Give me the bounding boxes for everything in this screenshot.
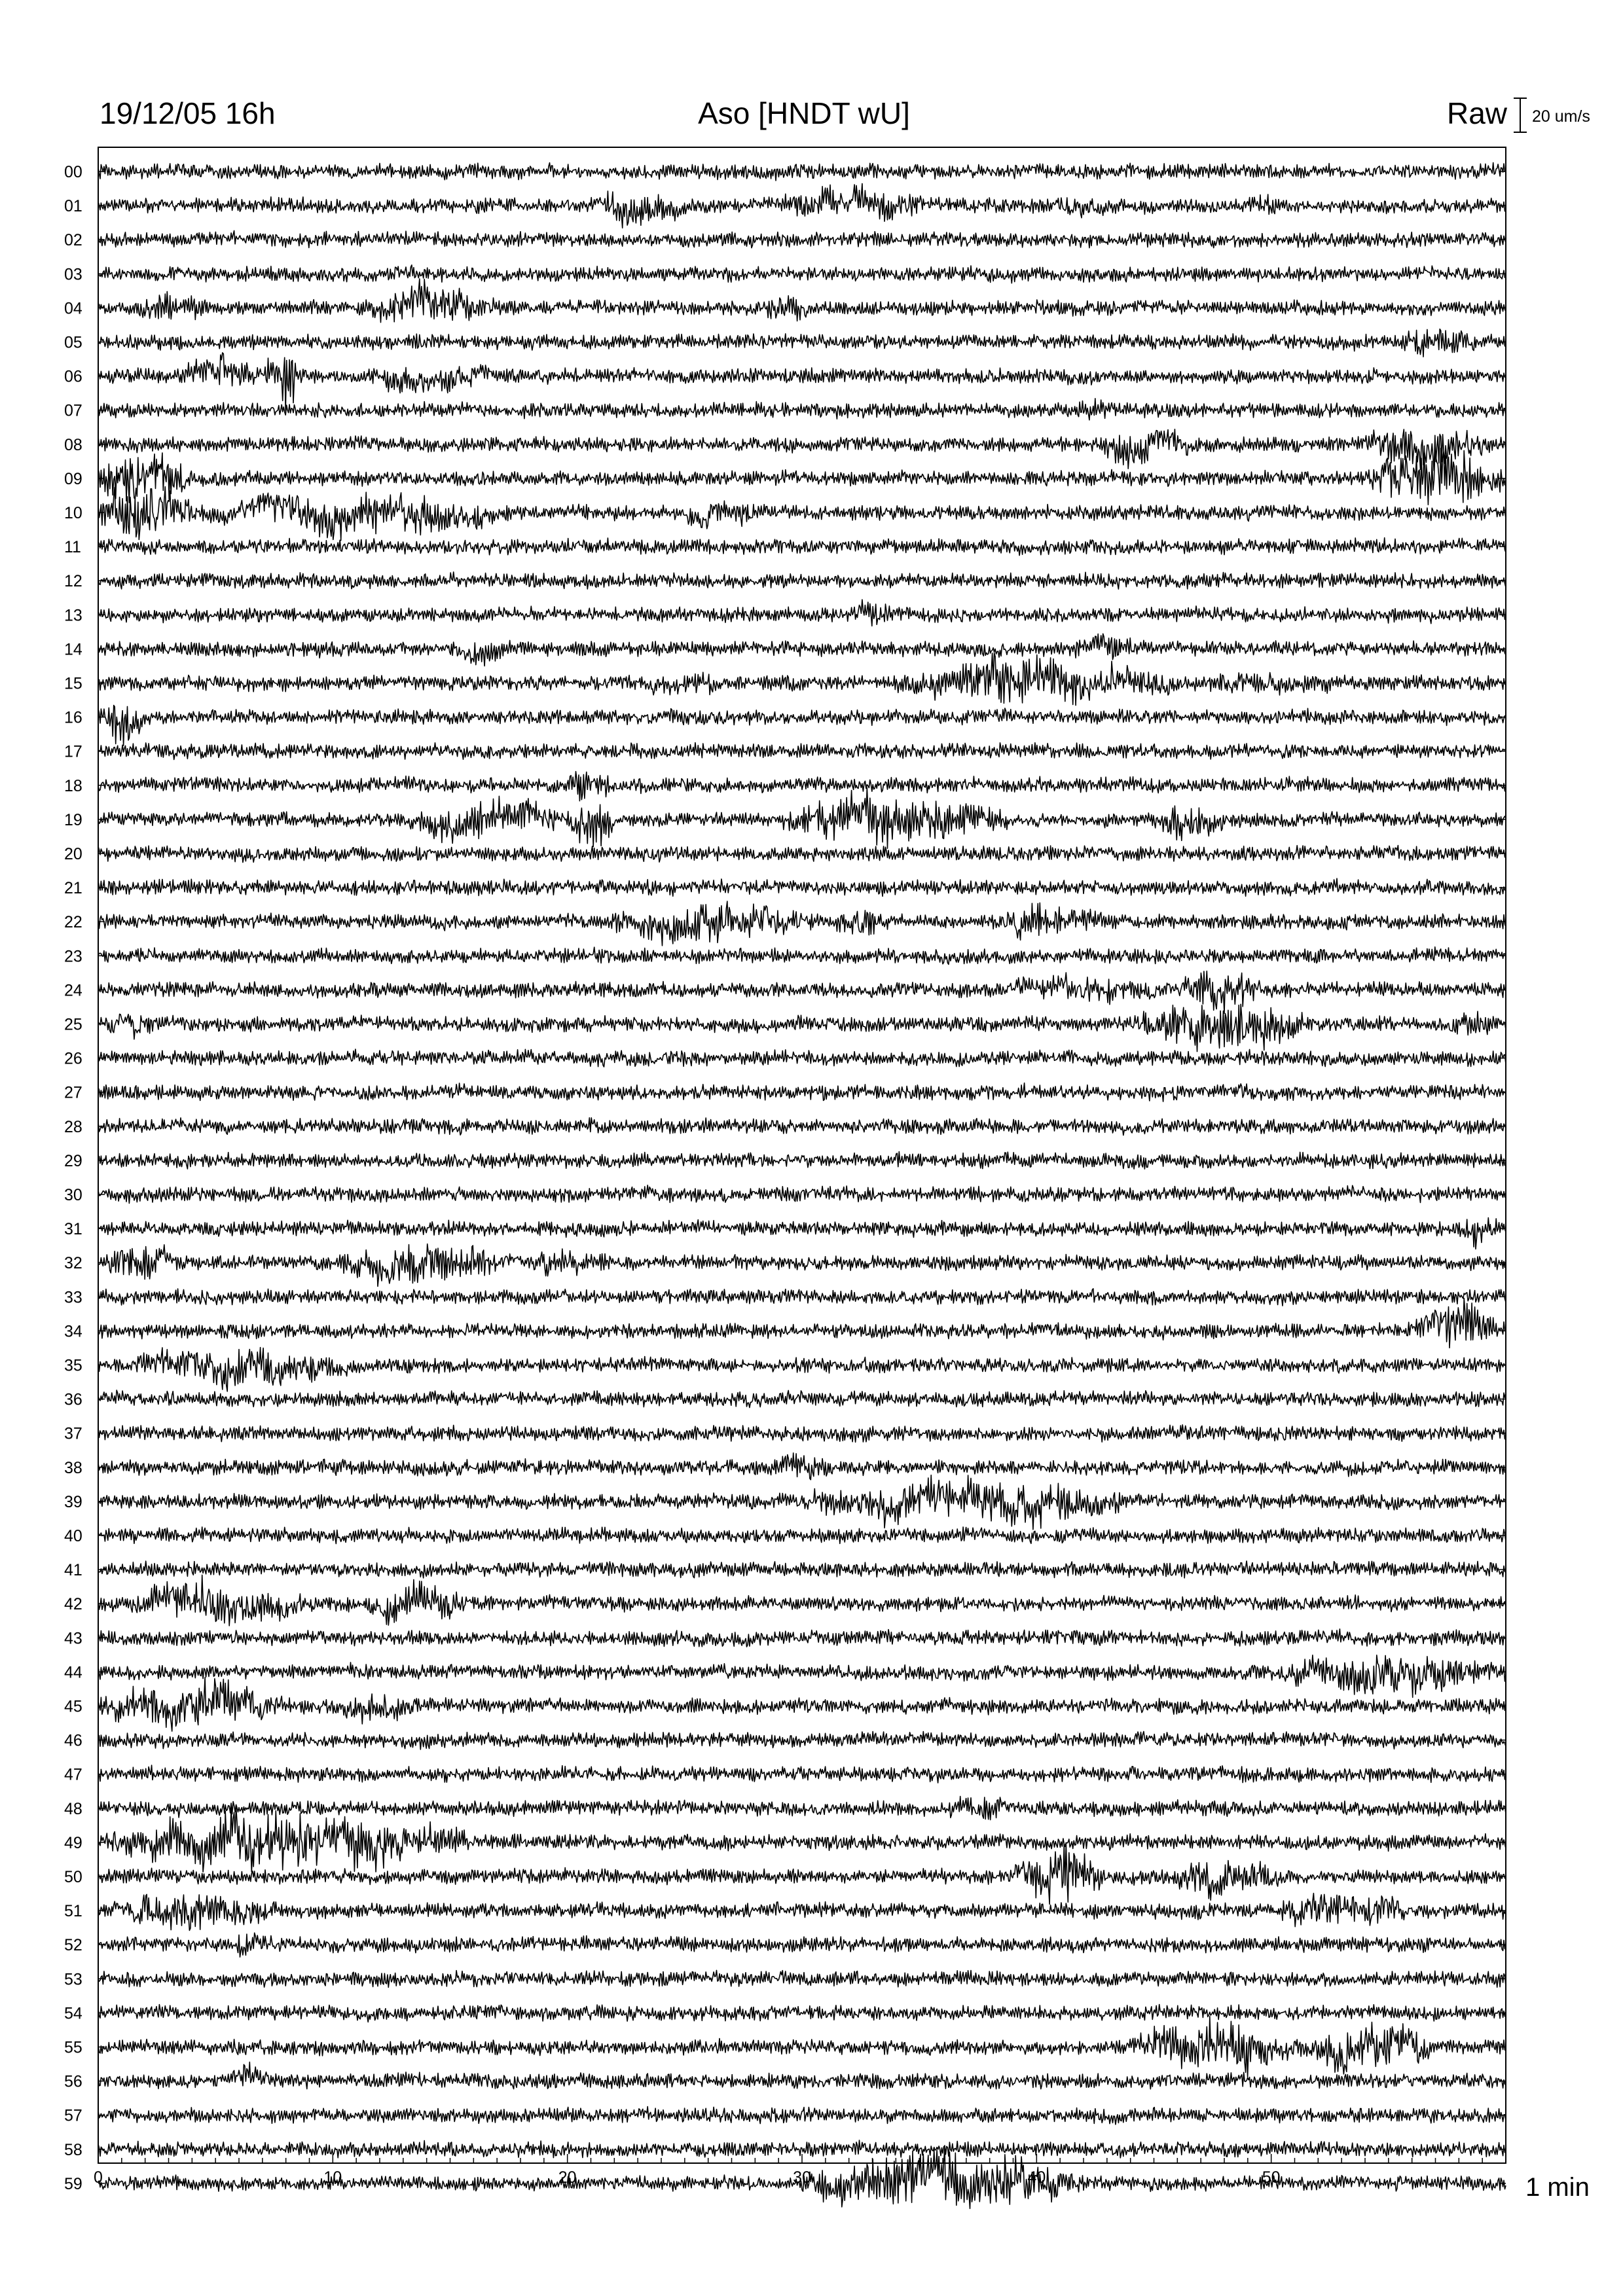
row-label-16: 16 [64,708,82,727]
row-label-34: 34 [64,1322,82,1341]
row-label-07: 07 [64,401,82,420]
trace-row-24 [98,971,1506,1014]
row-label-15: 15 [64,674,82,693]
trace-row-54 [98,2005,1506,2022]
amplitude-scale-label: 20 um/s [1532,107,1590,126]
row-label-12: 12 [64,572,82,591]
trace-row-33 [98,1289,1506,1306]
trace-row-42 [98,1575,1506,1626]
row-label-25: 25 [64,1015,82,1034]
row-label-31: 31 [64,1220,82,1239]
x-axis-label: 1 min [1525,2173,1590,2202]
x-tick-label-50: 50 [1262,2168,1281,2187]
trace-row-45 [98,1677,1506,1731]
row-label-41: 41 [64,1561,82,1580]
row-label-44: 44 [64,1663,82,1682]
amplitude-scale-bar [1514,98,1590,132]
row-label-06: 06 [64,367,82,386]
trace-row-44 [98,1655,1506,1698]
trace-row-25 [98,1004,1506,1051]
trace-row-35 [98,1348,1506,1391]
trace-row-21 [98,878,1506,896]
row-label-47: 47 [64,1765,82,1784]
row-label-45: 45 [64,1697,82,1716]
trace-row-10 [98,487,1506,541]
trace-row-09 [98,446,1506,505]
row-label-40: 40 [64,1527,82,1545]
x-tick-label-40: 40 [1027,2168,1046,2187]
row-label-24: 24 [64,981,82,1000]
trace-row-50 [98,1844,1506,1905]
row-label-09: 09 [64,469,82,488]
row-label-48: 48 [64,1799,82,1818]
trace-row-17 [98,743,1506,760]
row-label-19: 19 [64,810,82,829]
row-label-26: 26 [64,1049,82,1068]
trace-row-07 [98,399,1506,420]
trace-row-02 [98,231,1506,248]
trace-row-01 [98,184,1506,228]
trace-row-31 [98,1218,1506,1249]
row-label-35: 35 [64,1356,82,1375]
row-label-49: 49 [64,1833,82,1852]
row-label-10: 10 [64,504,82,522]
trace-row-28 [98,1118,1506,1136]
trace-row-15 [98,653,1506,706]
trace-row-08 [98,429,1506,471]
row-label-20: 20 [64,845,82,863]
row-label-58: 58 [64,2140,82,2159]
trace-row-40 [98,1527,1506,1544]
row-label-43: 43 [64,1629,82,1648]
trace-row-20 [98,846,1506,863]
row-label-59: 59 [64,2174,82,2193]
trace-row-30 [98,1185,1506,1204]
row-label-46: 46 [64,1731,82,1750]
x-tick-label-10: 10 [323,2168,342,2187]
trace-row-11 [98,538,1506,556]
row-label-08: 08 [64,435,82,454]
trace-row-57 [98,2107,1506,2125]
trace-row-47 [98,1765,1506,1783]
trace-row-13 [98,600,1506,626]
row-label-02: 02 [64,231,82,250]
x-tick-label-30: 30 [793,2168,811,2187]
row-label-27: 27 [64,1083,82,1102]
row-label-18: 18 [64,776,82,795]
trace-row-00 [98,163,1506,181]
trace-row-22 [98,901,1506,946]
row-label-53: 53 [64,1970,82,1989]
trace-row-16 [98,706,1506,746]
row-label-30: 30 [64,1186,82,1204]
row-label-32: 32 [64,1254,82,1273]
trace-row-49 [98,1805,1506,1872]
trace-row-29 [98,1152,1506,1170]
trace-row-41 [98,1561,1506,1578]
trace-row-36 [98,1390,1506,1408]
row-label-17: 17 [64,742,82,761]
trace-row-56 [98,2062,1506,2089]
row-label-00: 00 [64,163,82,181]
trace-row-14 [98,634,1506,666]
trace-row-05 [98,329,1506,357]
trace-row-03 [98,265,1506,283]
trace-row-27 [98,1083,1506,1102]
row-label-05: 05 [64,333,82,352]
trace-row-34 [98,1299,1506,1348]
row-label-01: 01 [64,197,82,216]
trace-row-55 [98,2017,1506,2077]
trace-row-37 [98,1425,1506,1443]
row-label-51: 51 [64,1902,82,1921]
row-label-42: 42 [64,1595,82,1614]
trace-row-23 [98,947,1506,965]
station-title: Aso [HNDT wU] [698,96,910,130]
trace-row-18 [98,772,1506,801]
row-label-33: 33 [64,1288,82,1307]
row-label-14: 14 [64,640,82,659]
row-label-56: 56 [64,2072,82,2091]
trace-row-52 [98,1933,1506,1957]
row-label-50: 50 [64,1868,82,1886]
trace-row-48 [98,1797,1506,1820]
row-label-23: 23 [64,947,82,966]
row-label-54: 54 [64,2004,82,2023]
row-label-57: 57 [64,2106,82,2125]
row-label-13: 13 [64,606,82,625]
x-axis [94,171,1506,2187]
trace-row-32 [98,1244,1506,1287]
trace-row-53 [98,1970,1506,1987]
trace-row-38 [98,1453,1506,1480]
mode-label: Raw [1446,96,1507,130]
row-label-28: 28 [64,1117,82,1136]
trace-row-46 [98,1732,1506,1749]
traces [98,163,1506,2209]
trace-row-19 [98,787,1506,848]
row-label-04: 04 [64,299,82,318]
row-label-11: 11 [64,538,81,557]
row-label-21: 21 [64,879,82,898]
row-labels [64,163,82,2193]
trace-row-51 [98,1893,1506,1931]
trace-row-12 [98,572,1506,589]
row-label-37: 37 [64,1424,82,1443]
row-label-22: 22 [64,913,82,932]
row-label-03: 03 [64,265,82,284]
x-tick-label-20: 20 [558,2168,577,2187]
row-label-29: 29 [64,1151,82,1170]
trace-row-39 [98,1475,1506,1530]
trace-row-43 [98,1629,1506,1647]
row-label-39: 39 [64,1492,82,1511]
row-label-52: 52 [64,1936,82,1955]
row-label-55: 55 [64,2038,82,2057]
datetime-label: 19/12/05 16h [100,96,276,130]
x-tick-label-0: 0 [94,2168,103,2187]
trace-row-26 [98,1049,1506,1067]
trace-row-04 [98,279,1506,323]
row-label-36: 36 [64,1390,82,1409]
trace-row-06 [98,353,1506,411]
row-label-38: 38 [64,1458,82,1477]
